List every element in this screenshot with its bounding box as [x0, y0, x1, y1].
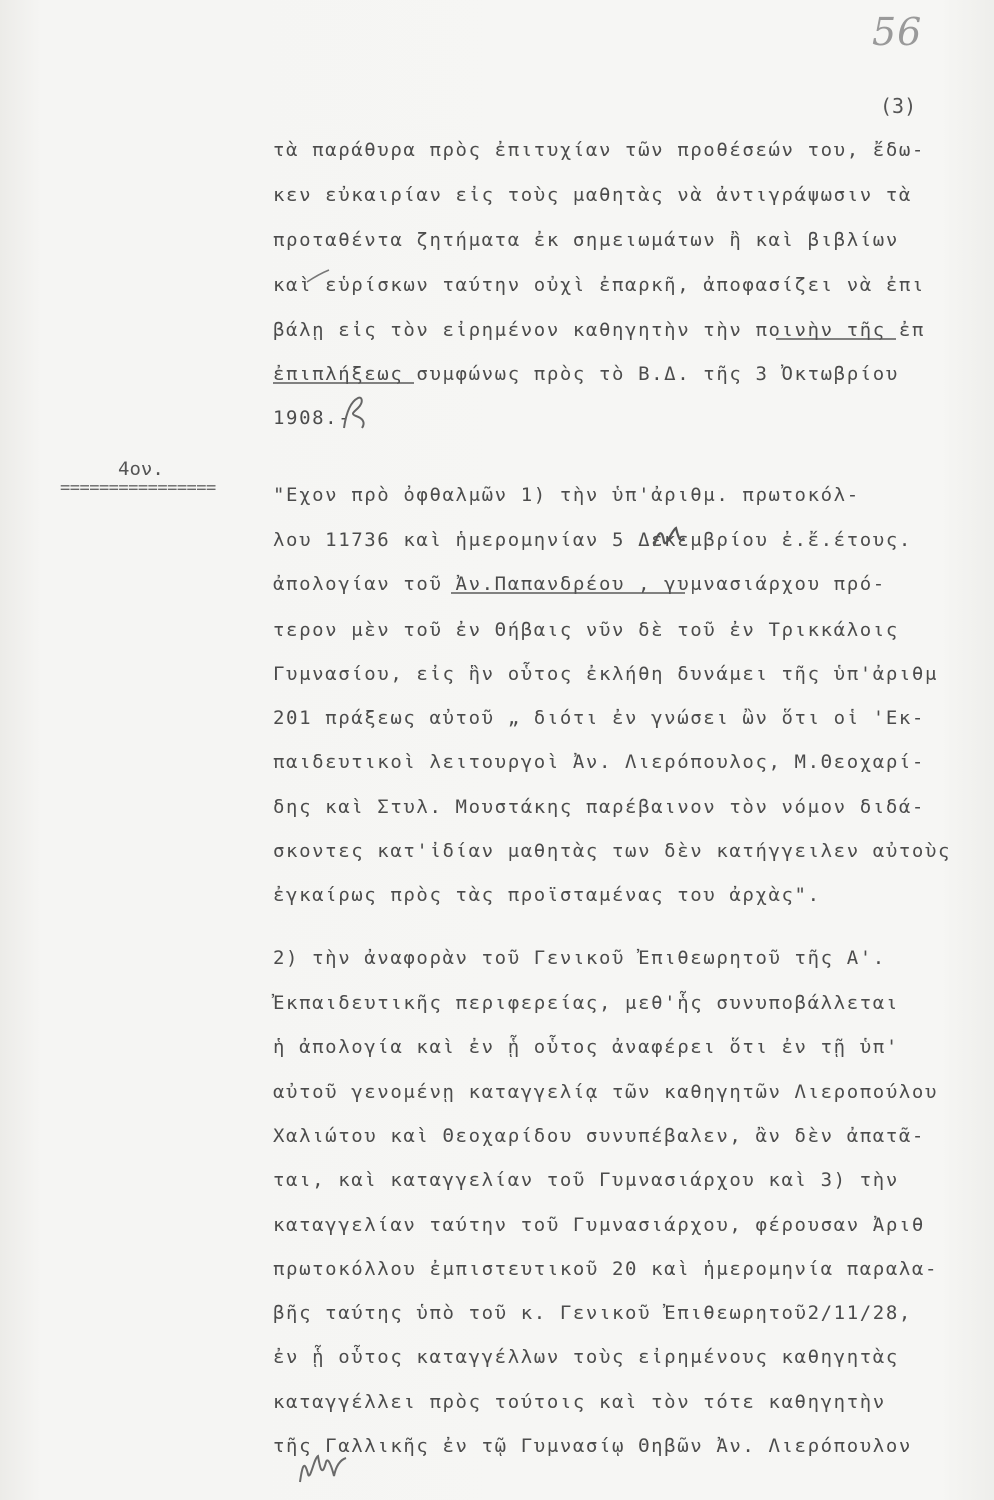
text-line: ἐν ᾗ οὗτος καταγγέλλων τοὺς εἰρημένους καθηγητὰς — [273, 1346, 899, 1368]
text-line: ἀπολογίαν τοῦ Ἀν.Παπανδρέου , γυμνασιάρχου πρό- — [273, 573, 886, 595]
text-line: τὰ παράθυρα πρὸς ἐπιτυχίαν τῶν προθέσεών του, ἔδω- — [273, 139, 925, 161]
text-line: πρωτοκόλλου ἐμπιστευτικοῦ 20 καὶ ἡμερομηνία παραλα- — [273, 1258, 938, 1280]
text-line: βάλῃ εἰς τὸν εἰρημένον καθηγητὴν τὴν ποινὴν τῆς ἐπ — [273, 319, 925, 341]
section-divider: ================ — [60, 478, 216, 498]
text-line: παιδευτικοὶ λειτουργοὶ Ἀν. Λιερόπουλος, Μ.Θεοχαρί- — [273, 751, 925, 773]
text-line: 2) τὴν ἀναφορὰν τοῦ Γενικοῦ Ἐπιθεωρητοῦ τῆς Α'. — [273, 947, 886, 969]
text-line: ἐπιπλήξεως συμφώνως πρὸς τὸ Β.Δ. τῆς 3 Ὀκτωβρίου — [273, 363, 899, 385]
text-line: ἐγκαίρως πρὸς τὰς προϊσταμένας του ἀρχὰς". — [273, 884, 821, 906]
text-line: προταθέντα ζητήματα ἐκ σημειωμάτων ἢ καὶ βιβλίων — [273, 229, 899, 251]
text-line: βῆς ταύτης ὑπὸ τοῦ κ. Γενικοῦ Ἐπιθεωρητοῦ2/11/28, — [273, 1302, 912, 1324]
text-line: Χαλιώτου καὶ Θεοχαρίδου συνυπέβαλεν, ἂν δὲν ἀπατᾶ- — [273, 1125, 925, 1147]
handwritten-page-number: 56 — [872, 10, 923, 54]
text-line: Γυμνασίου, εἰς ἣν οὗτος ἐκλήθη δυνάμει τῆς ὑπ'ἀριθμ — [273, 663, 938, 685]
text-line: ται, καὶ καταγγελίαν τοῦ Γυμνασιάρχου καὶ 3) τὴν — [273, 1169, 899, 1191]
text-line: Ἐκπαιδευτικῆς περιφερείας, μεθ'ἧς συνυποβάλλεται — [273, 992, 899, 1014]
text-line: καταγγελίαν ταύτην τοῦ Γυμνασιάρχου, φέρουσαν Ἀριθ — [273, 1214, 925, 1236]
text-line: σκοντες κατ'ἰδίαν μαθητὰς των δὲν κατήγγειλεν αὐτοὺς — [273, 840, 952, 862]
section-number: 4ον. — [118, 458, 164, 480]
text-line: "Εχον πρὸ ὀφθαλμῶν 1) τὴν ὑπ'ἀριθμ. πρωτοκόλ- — [273, 484, 860, 506]
text-line: δης καὶ Στυλ. Μουστάκης παρέβαινον τὸν νόμον διδά- — [273, 796, 925, 818]
text-line: τερον μὲν τοῦ ἐν Θήβαις νῦν δὲ τοῦ ἐν Τρικκάλοις — [273, 619, 899, 641]
typed-page-number: (3) — [880, 94, 917, 118]
text-line: λου 11736 καὶ ἡμερομηνίαν 5 Δεκεμβρίου ἐ.ἔ.έτους. — [273, 529, 912, 551]
text-line: καὶ εὑρίσκων ταύτην οὐχὶ ἐπαρκῆ, ἀποφασίζει νὰ ἐπι — [273, 274, 925, 296]
text-line: ἡ ἀπολογία καὶ ἐν ᾗ οὗτος ἀναφέρει ὅτι ἐν τῇ ὑπ' — [273, 1036, 899, 1058]
text-line: 1908.- — [273, 407, 352, 429]
text-line: τῆς Γαλλικῆς ἐν τῷ Γυμνασίῳ Θηβῶν Ἀν. Λιερόπουλον — [273, 1435, 912, 1457]
text-line: καταγγέλλει πρὸς τούτοις καὶ τὸν τότε καθηγητὴν — [273, 1391, 886, 1413]
text-line: κεν εὐκαιρίαν εἰς τοὺς μαθητὰς νὰ ἀντιγράψωσιν τὰ — [273, 184, 912, 206]
text-line: αὐτοῦ γενομένῃ καταγγελίᾳ τῶν καθηγητῶν Λιεροπούλου — [273, 1081, 938, 1103]
text-line: 201 πράξεως αὐτοῦ „ διότι ἐν γνώσει ὢν ὅτι οἱ 'Εκ- — [273, 707, 925, 729]
